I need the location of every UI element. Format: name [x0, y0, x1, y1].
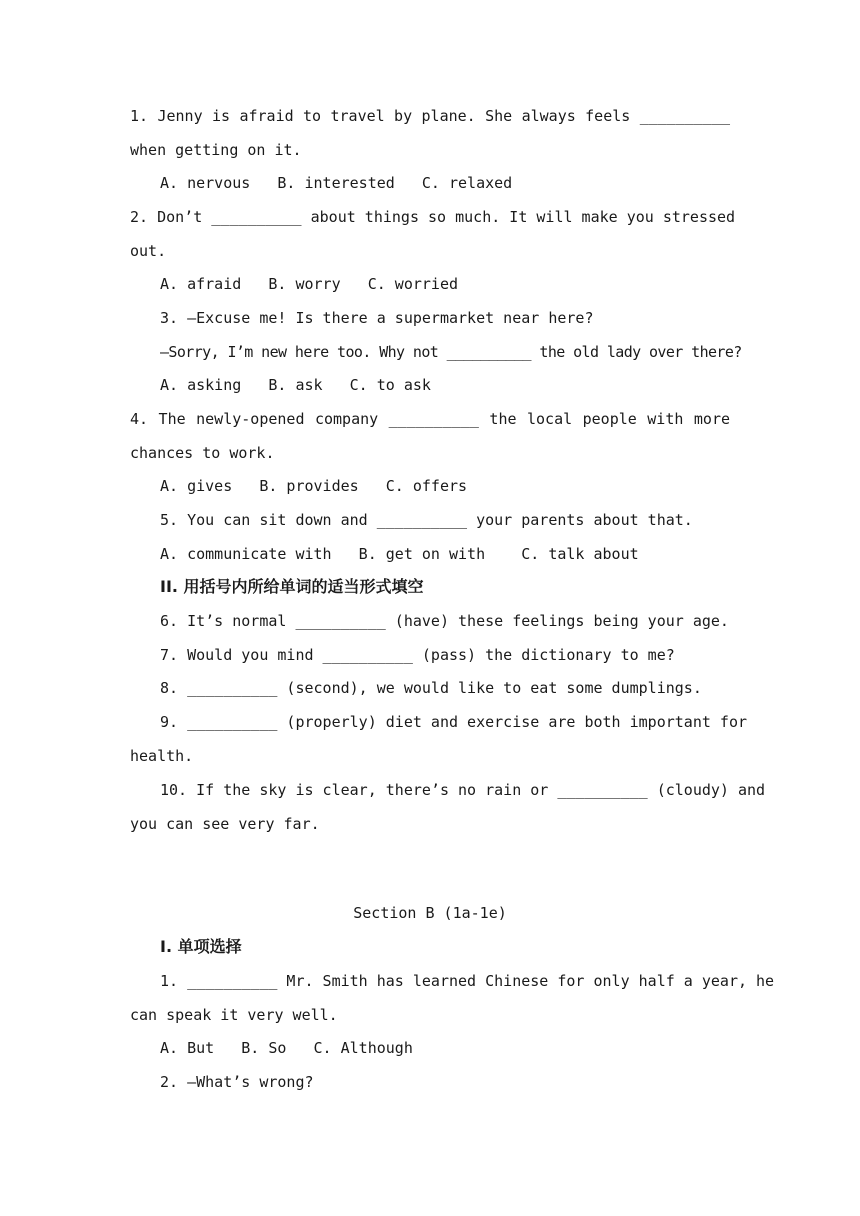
section-b-question-2-line-1: 2. —What’s wrong? — [160, 1073, 314, 1091]
question-3-line-1: 3. —Excuse me! Is there a supermarket near here? — [160, 309, 594, 327]
section-b-title: Section B (1a-1e) — [353, 904, 507, 922]
part-2-heading: II. 用括号内所给单词的适当形式填空 — [160, 577, 424, 596]
question-6: 6. It’s normal __________ (have) these feelings being your age. — [160, 612, 729, 630]
question-1-line-2: when getting on it. — [130, 141, 302, 159]
question-3-options: A. asking B. ask C. to ask — [160, 376, 431, 394]
question-9-line-1: 9. __________ (properly) diet and exercise are both important for — [160, 713, 747, 731]
question-5-options: A. communicate with B. get on with C. talk about — [160, 545, 639, 563]
question-1-options: A. nervous B. interested C. relaxed — [160, 174, 513, 192]
question-5-line-1: 5. You can sit down and __________ your parents about that. — [160, 511, 693, 529]
question-2-line-2: out. — [130, 242, 167, 260]
section-b-heading: I. 单项选择 — [160, 937, 242, 956]
section-b-question-1-line-1: 1. __________ Mr. Smith has learned Chinese for only half a year, he — [160, 972, 775, 990]
question-8: 8. __________ (second), we would like to eat some dumplings. — [160, 679, 702, 697]
question-4-line-2: chances to work. — [130, 444, 275, 462]
question-10-line-2: you can see very far. — [130, 815, 320, 833]
question-2-line-1: 2. Don’t __________ about things so much. It will make you stressed — [130, 208, 736, 226]
question-4-options: A. gives B. provides C. offers — [160, 477, 468, 495]
section-b-question-1-options: A. But B. So C. Although — [160, 1039, 413, 1057]
question-4-line-1: 4. The newly-opened company __________ the local people with more — [130, 410, 730, 428]
question-3-line-2: —Sorry, I’m new here too. Why not __________ the old lady over there? — [160, 343, 742, 361]
question-2-options: A. afraid B. worry C. worried — [160, 275, 459, 293]
question-1-line-1: 1. Jenny is afraid to travel by plane. She always feels __________ — [130, 107, 730, 125]
section-b-question-1-line-2: can speak it very well. — [130, 1006, 338, 1024]
question-10-line-1: 10. If the sky is clear, there’s no rain or __________ (cloudy) and — [160, 781, 766, 799]
question-9-line-2: health. — [130, 747, 194, 765]
question-7: 7. Would you mind __________ (pass) the dictionary to me? — [160, 646, 675, 664]
